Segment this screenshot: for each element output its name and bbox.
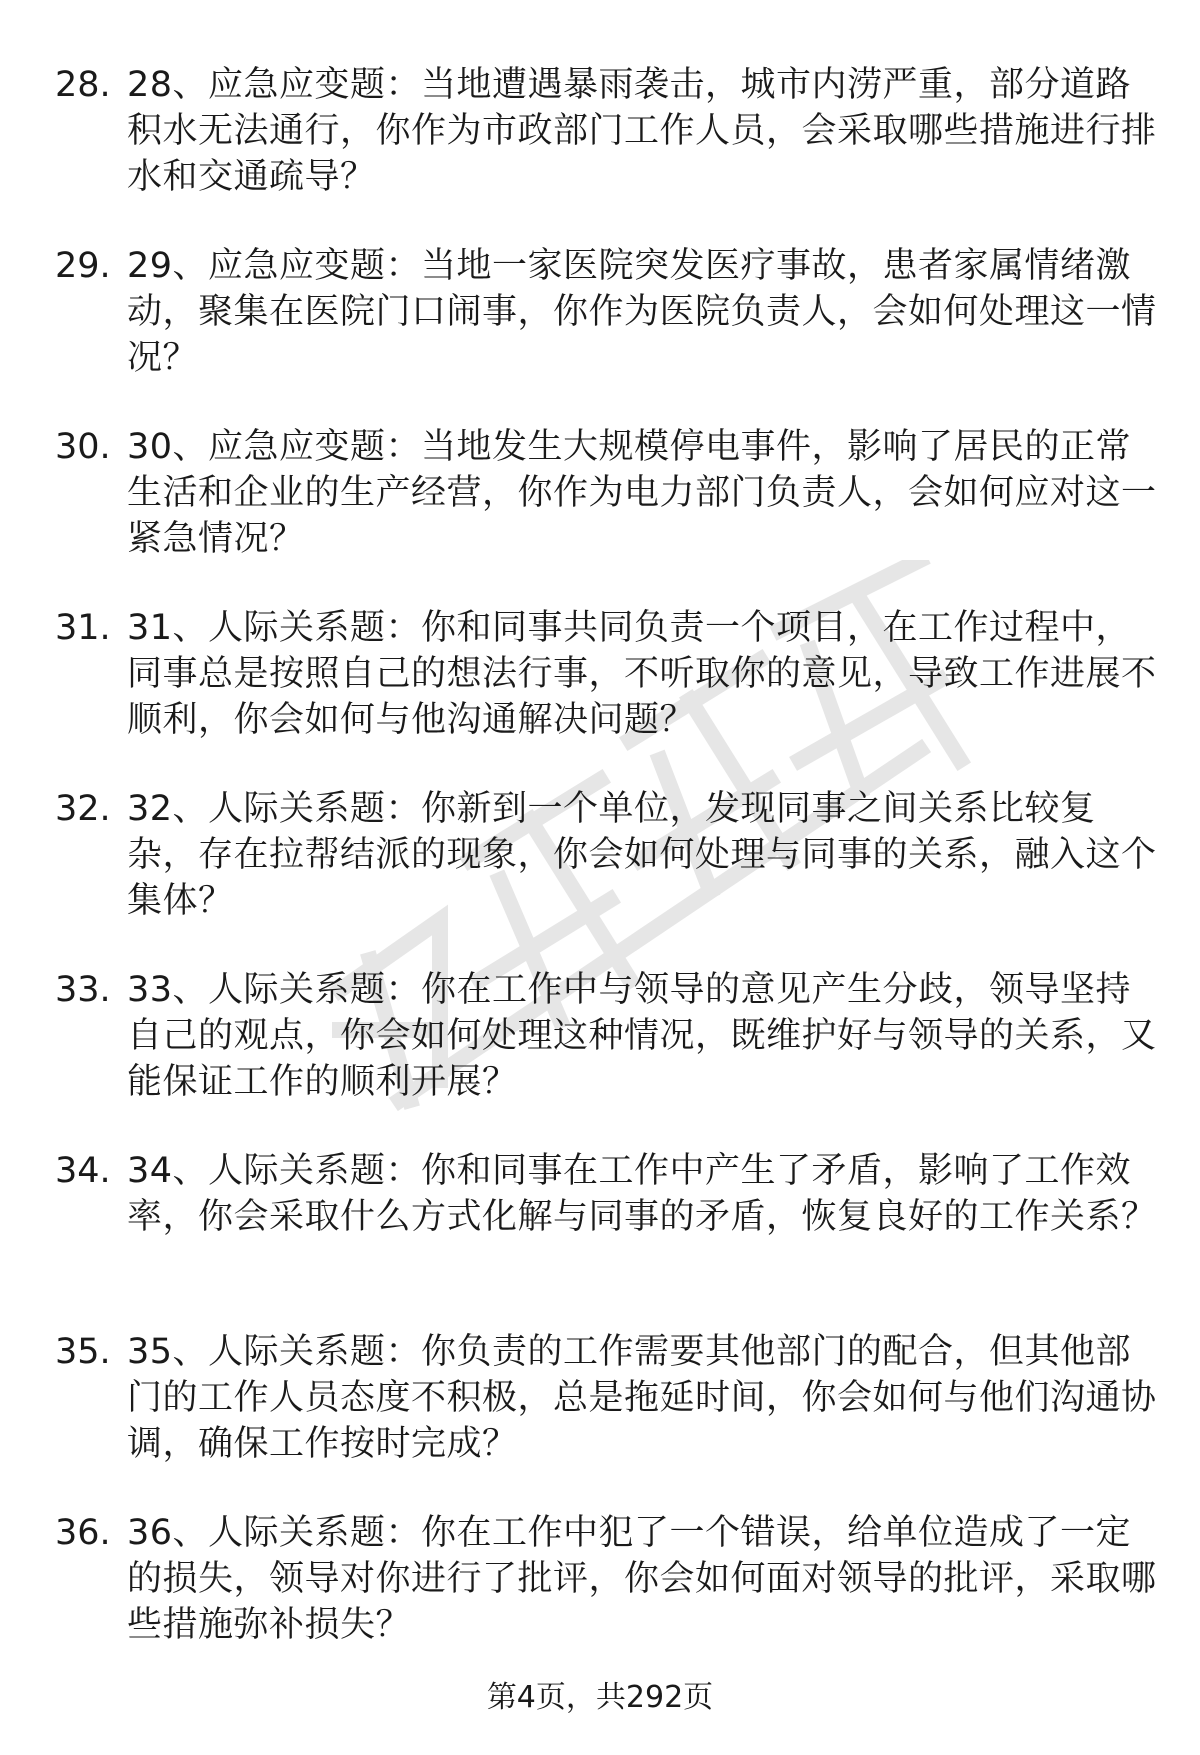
- question-number: 36.: [55, 1513, 111, 1553]
- question-number: 35.: [55, 1332, 111, 1372]
- question-number: 32.: [55, 789, 111, 829]
- question-text: 35、人际关系题：你负责的工作需要其他部门的配合，但其他部门的工作人员态度不积极，总是拖延时间，你会如何与他们沟通协调，确保工作按时完成？: [127, 1332, 1157, 1464]
- question-text: 33、人际关系题：你在工作中与领导的意见产生分歧，领导坚持自己的观点，你会如何处理这种情况，既维护好与领导的关系，又能保证工作的顺利开展？: [127, 970, 1157, 1102]
- question-text: 34、人际关系题：你和同事在工作中产生了矛盾，影响了工作效率，你会采取什么方式化解与同事的矛盾，恢复良好的工作关系？: [127, 1151, 1157, 1237]
- page-footer: 第4页，共292页: [486, 1680, 714, 1715]
- question-item: [0, 62, 1200, 243]
- question-item: [0, 1148, 1200, 1329]
- question-list: [0, 62, 1200, 1691]
- question-item: [0, 1510, 1200, 1691]
- question-number: 33.: [55, 970, 111, 1010]
- question-number: 34.: [55, 1151, 111, 1191]
- question-item: [0, 967, 1200, 1148]
- question-text: 28、应急应变题：当地遭遇暴雨袭击，城市内涝严重，部分道路积水无法通行，你作为市政部门工作人员，会采取哪些措施进行排水和交通疏导？: [127, 65, 1157, 197]
- question-number: 30.: [55, 427, 111, 467]
- question-number: 29.: [55, 246, 111, 286]
- question-text: 36、人际关系题：你在工作中犯了一个错误，给单位造成了一定的损失，领导对你进行了批评，你会如何面对领导的批评，采取哪些措施弥补损失？: [127, 1513, 1157, 1645]
- question-number: 28.: [55, 65, 111, 105]
- question-text: 32、人际关系题：你新到一个单位，发现同事之间关系比较复杂，存在拉帮结派的现象，你会如何处理与同事的关系，融入这个集体？: [127, 789, 1157, 921]
- question-text: 29、应急应变题：当地一家医院突发医疗事故，患者家属情绪激动，聚集在医院门口闹事，你作为医院负责人，会如何处理这一情况？: [127, 246, 1157, 378]
- question-item: [0, 786, 1200, 967]
- question-item: [0, 424, 1200, 605]
- question-text: 31、人际关系题：你和同事共同负责一个项目，在工作过程中，同事总是按照自己的想法行事，不听取你的意见，导致工作进展不顺利，你会如何与他沟通解决问题？: [127, 608, 1157, 740]
- question-item: [0, 243, 1200, 424]
- question-number: 31.: [55, 608, 111, 648]
- question-item: [0, 1329, 1200, 1510]
- question-item: [0, 605, 1200, 786]
- question-text: 30、应急应变题：当地发生大规模停电事件，影响了居民的正常生活和企业的生产经营，你作为电力部门负责人，会如何应对这一紧急情况？: [127, 427, 1157, 559]
